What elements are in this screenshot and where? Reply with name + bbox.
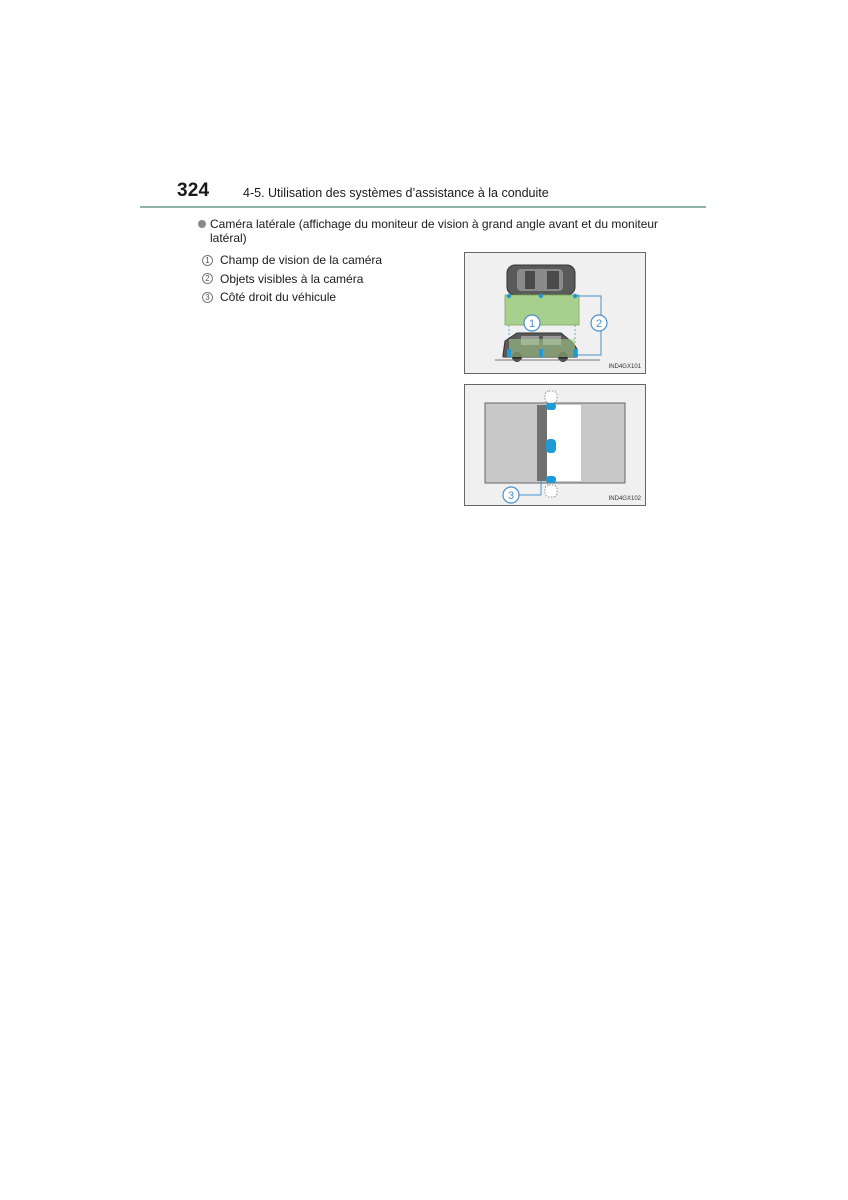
- callout-2-label: 2: [595, 318, 603, 330]
- bullet-caption: [198, 217, 678, 245]
- page-number: 324: [177, 180, 210, 201]
- object-icon: [546, 439, 556, 453]
- legend-item-label: Côté droit du véhicule: [220, 290, 337, 304]
- legend-item: [202, 270, 382, 289]
- callout-3-label: 3: [507, 490, 515, 502]
- figure-code: IND4GX102: [608, 496, 641, 502]
- car-top-view-icon: [507, 265, 575, 295]
- legend-list: [202, 251, 382, 307]
- figure-code: IND4GX101: [608, 364, 641, 370]
- callout-2-icon: [591, 315, 607, 331]
- circled-number-icon: 3: [202, 292, 213, 303]
- camera-field-area: [505, 295, 579, 325]
- legend-item-label: Objets visibles à la caméra: [220, 271, 364, 286]
- circled-number-icon: 2: [202, 273, 213, 284]
- circled-number-icon: 1: [202, 255, 213, 266]
- bullet-dot-icon: [198, 220, 206, 228]
- bullet-line-2: latéral): [210, 231, 247, 245]
- legend-item: [202, 288, 382, 307]
- object-icon: [546, 476, 556, 483]
- vehicle-side-strip: [537, 405, 547, 481]
- figure-camera-field: [464, 252, 646, 374]
- figure-side-display: [464, 384, 646, 506]
- bullet-line-1: Caméra latérale (affichage du moniteur de vision à grand angle avant et du moniteur: [210, 217, 659, 231]
- header-rule: [140, 206, 706, 208]
- callout-1-icon: [524, 315, 540, 331]
- figure-side-display-illustration: [465, 385, 645, 505]
- object-icon: [546, 403, 556, 410]
- figure-camera-field-illustration: [465, 253, 645, 373]
- section-title: 4-5. Utilisation des systèmes d’assistance à la conduite: [243, 186, 549, 200]
- legend-item-label: Champ de vision de la caméra: [220, 253, 383, 267]
- legend-item: [202, 251, 382, 270]
- callout-1-label: 1: [528, 318, 536, 330]
